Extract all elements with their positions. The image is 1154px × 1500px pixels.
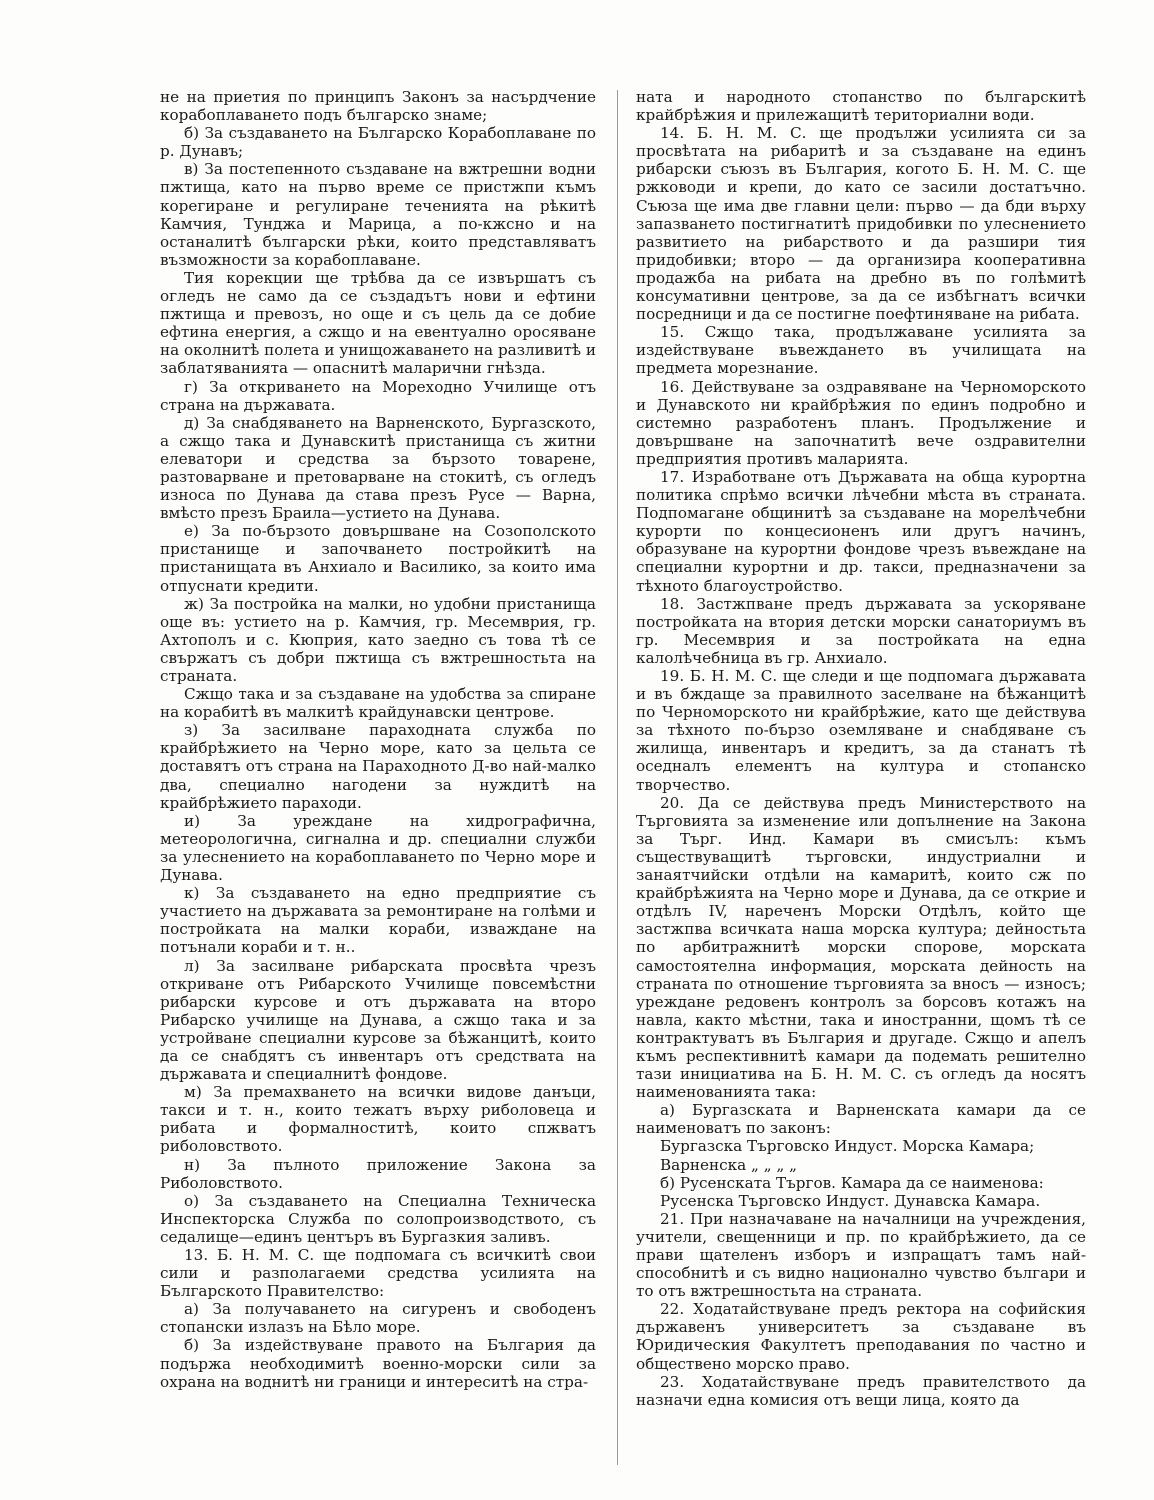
paragraph: к) За създаването на едно предприятие съ участието на държавата за ремонтиране на голѣми и постройката на малки кораби, изваждане на потънали кораби и т. н..: [160, 884, 596, 957]
numbered-paragraph: 20. Да се действува предъ Министерството на Търговията за изменение или допълнение на Закона за Търг. Инд. Камари въ смисълъ: къмъ съществуващитѣ търговски, индустриални и занаятчийски отдѣли на камаритѣ, които сж по крайбрѣжията на Черно море и Дунава, да се открие и отдѣлъ IV, нареченъ Морски Отдѣлъ, който ще застжпва всичката наша морска култура; дейностьта по арбитражнитѣ морски спорове, морската самостоятелна информация, морската дейность на страната по отношение търговията за вносъ — износъ; уреждане редовенъ контролъ за борсовъ котажъ на навла, както мѣстни, така и иностранни, щомъ тѣ се контрактуватъ въ България и другаде. Сжщо и апелъ къмъ респективнитѣ камари да подемать решително тази инициатива на Б. Н. М. С. съ огледъ да носятъ наименованията така:: [636, 793, 1086, 1102]
paragraph: Сжщо така и за създаване на удобства за спиране на корабитѣ въ малкитѣ крайдунавски центрове.: [160, 685, 596, 722]
paragraph: л) За засилване рибарската просвѣта чрезъ откриване отъ Рибарското Училище повсемѣстни рибарски курсове и отъ държавата на второ Рибарско училище на Дунава, а сжщо така и за устройване специални курсове за бѣжанцитѣ, които да се снабдятъ съ инвентаръ отъ средствата на държавата и специалнитѣ фондове.: [160, 956, 596, 1084]
numbered-paragraph: 14. Б. Н. М. С. ще продължи усилията си за просвѣтата на рибаритѣ и за създаване на единъ рибарски съюзъ въ България, когото Б. Н. М. С. ще ржководи и крепи, до като се засили достатъчно. Съюза ще има две главни цели: първо — да бди върху запазването постигнатитѣ придобивки по улеснението развитието на рибарството и да разшири тия придобивки; второ — да организира кооперативна продажба на рибата на дребно въ по голѣмитѣ консумативни центрове, за да се избѣгнатъ всички посредници и да се постигне поефтиняване на рибата.: [636, 124, 1086, 324]
paragraph: е) За по-бързото довършване на Созополското пристанище и започването постройкитѣ на пристанищата въ Анхиало и Василико, за които има отпуснати кредити.: [160, 522, 596, 595]
column-divider: [617, 90, 618, 1465]
paragraph: н) За пълното приложение Закона за Риболовството.: [160, 1155, 596, 1192]
numbered-paragraph: 19. Б. Н. М. С. ще следи и ще подпомага държавата и въ бждаще за правилното заселване на бѣжанцитѣ по Черноморското ни крайбрѣжие, като ще действува за тѣхното по-бързо оземляване и снабдяване съ жилища, инвентаръ и кредитъ, за да станатъ тѣ оседналъ елементъ на култура и стопанско творчество.: [636, 667, 1086, 794]
paragraph: ната и народното стопанство по българскитѣ крайбрѣжия и прилежащитѣ териториални води.: [636, 88, 1086, 125]
paragraph: б) За създаването на Българско Корабоплаване по р. Дунавъ;: [160, 124, 596, 161]
paragraph: и) За уреждане на хидрографична, метеорологична, сигнална и др. специални служби за улеснението на корабоплаването по Черно море и Дунава.: [160, 811, 596, 885]
paragraph: а) За получаването на сигуренъ и свободенъ стопански излазъ на Бѣло море.: [160, 1300, 596, 1337]
chamber-name-line: Бургазска Търговско Индуст. Морска Камара;: [660, 1137, 1035, 1156]
numbered-paragraph: 13. Б. Н. М. С. ще подпомага съ всичкитѣ свои сили и разполагаеми средства усилията на Българското Правителство:: [160, 1246, 596, 1301]
numbered-paragraph: 23. Ходатайствуване предъ правителството да назначи една комисия отъ вещи лица, която да: [636, 1372, 1086, 1409]
paragraph: г) За откриването на Мореходно Училище отъ страна на държавата.: [160, 377, 596, 414]
paragraph: Тия корекции ще трѣбва да се извършатъ съ огледъ не само да се създадътъ нови и ефтини пжтища и превозъ, но още и съ цель да се добие ефтина енергия, а сжщо и на евентуално оросяване на околнитѣ полета и унищожаването на разливитѣ и заблатяванията — опаснитѣ маларични гнѣзда.: [160, 268, 596, 378]
numbered-paragraph: 22. Ходатайствуване предъ ректора на софийския държавенъ университетъ за създаване въ Юридическия Факултетъ преподавания по частно и обществено морско право.: [636, 1300, 1086, 1373]
paragraph: м) За премахването на всички видове данъци, такси и т. н., които тежатъ върху риболовеца и рибата и формалноститѣ, които спжватъ риболовството.: [160, 1083, 596, 1156]
numbered-paragraph: 15. Сжщо така, продължаване усилията за издействуване въвеждането въ училищата на предмета морезнание.: [636, 323, 1086, 378]
paragraph: з) За засилване параходната служба по крайбрѣжието на Черно море, като за цельта се доставятъ отъ страна на Параходното Д-во най-малко два, специално нагодени за нуждитѣ на крайбрѣжието параходи.: [160, 721, 596, 812]
paragraph: а) Бургазската и Варненската камари да се наименоватъ по законъ:: [636, 1101, 1086, 1138]
paragraph: ж) За постройка на малки, но удобни пристанища още въ: устието на р. Камчия, гр. Месемврия, гр. Ахтополъ и с. Кюприя, като заедно съ това тѣ се свържатъ съ добри пжтища съ вжтрешностьта на страната.: [160, 594, 596, 685]
chamber-name-line: Русенска Търговско Индуст. Дунавска Камара.: [660, 1191, 1041, 1210]
numbered-paragraph: 17. Изработване отъ Държавата на обща курортна политика спрѣмо всички лѣчебни мѣста въ страната. Подпомагане общинитѣ за създаване на морелѣчебни курорти по концесионенъ или другъ начинъ, образуване на курортни фондове чрезъ въвеждане на специални курортни и др. такси, предназначени за тѣхното благоустройство.: [636, 467, 1086, 595]
paragraph: в) За постепенното създаване на вжтрешни водни пжтища, като на първо време се пристжпи къмъ корегиране и регулиране теченията на рѣкитѣ Камчия, Тунджа и Марица, а по-кжсно и на останалитѣ български рѣки, които представляватъ възможности за корабоплаване.: [160, 160, 596, 269]
paragraph: о) За създаването на Специална Техническа Инспекторска Служба по солопроизводството, съ седалище—единъ центъръ въ Бургазкия заливъ.: [160, 1191, 596, 1246]
numbered-paragraph: 21. При назначаване на началници на учреждения, учители, свещенници и пр. по крайбрѣжието, да се прави щателенъ изборъ и изпращатъ тамъ най-способнитѣ и съ видно национално чувство българи и то отъ вжтрешностьта на страната.: [636, 1209, 1086, 1301]
right-column: [636, 88, 1086, 1409]
numbered-paragraph: 18. Застжпване предъ държавата за ускоряване постройката на втория детски морски санаториумъ въ гр. Месемврия и за постройката на една калолѣчебница въ гр. Анхиало.: [636, 594, 1086, 667]
paragraph: б) За издействуване правото на България да подържа необходимитѣ военно-морски сили за охрана на воднитѣ ни граници и интереситѣ на стра-: [160, 1336, 596, 1391]
paragraph: д) За снабдяването на Варненското, Бургазското, а сжщо така и Дунавскитѣ пристанища съ житни елеватори и средства за бързото товарене, разтоварване и претоварване на стокитѣ, съ огледъ износа по Дунава да става презъ Русе — Варна, вмѣсто презъ Браила—устието на Дунава.: [160, 413, 596, 523]
paragraph: б) Русенската Търгов. Камара да се наименова:: [660, 1173, 1044, 1192]
left-column: [160, 88, 596, 1391]
numbered-paragraph: 16. Действуване за оздравяване на Черноморското и Дунавското ни крайбрѣжия по единъ подробно и системно разработенъ планъ. Продължение и довършване на започнатитѣ вече оздравителни предприятия противъ маларията.: [636, 377, 1086, 468]
chamber-name-line: Варненска „ „ „ „: [660, 1155, 798, 1174]
paragraph: не на приетия по принципъ Законъ за насърдчение корабоплаването подъ българско знаме;: [160, 88, 596, 125]
